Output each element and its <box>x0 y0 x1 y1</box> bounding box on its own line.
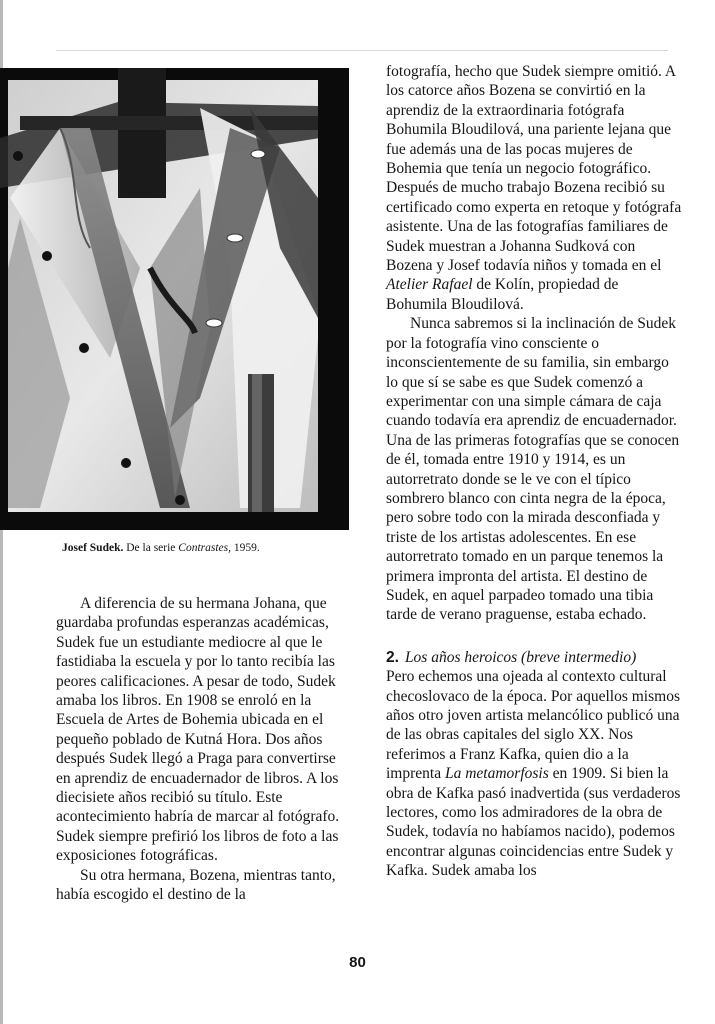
page-number: 80 <box>349 954 366 971</box>
right-column <box>386 62 682 881</box>
paragraph <box>386 667 682 880</box>
section-heading <box>386 648 682 667</box>
paragraph <box>386 62 682 314</box>
caption-author: Josef Sudek. <box>62 542 124 554</box>
paragraph: Su otra hermana, Bozena, mientras tanto, había escogido el destino de la <box>56 866 336 904</box>
header-rule <box>56 50 668 51</box>
left-column <box>56 594 348 905</box>
photo-caption <box>62 540 352 556</box>
paragraph-text: fotografía, hecho que Sudek siempre omitió. A los catorce años Bozena se convirtió en la aprendiz de la extraordinaria fotógrafa Bohumila Bloudilová, una pariente lejana que fue además una de las pocas mujeres de Bohemia que tenía un negocio fotográfico. Después de mucho trabajo Bozena recibió su certificado como experta en retoque y fotógrafa asistente. Una de las fotografías familiares de Sudek muestran a Johanna Sudková con Bozena y Josef todavía niños y tomada en el <box>386 63 682 275</box>
caption-text: De la serie <box>123 542 179 554</box>
caption-year: 1959. <box>231 542 260 554</box>
photograph-artwork <box>0 68 349 530</box>
photograph <box>0 68 349 530</box>
paragraph: Nunca sabremos si la inclinación de Sudek por la fotografía vino consciente o inconscientemente de su familia, sin embargo lo que sí se sabe es que Sudek comenzó a experimentar con una simple cámara de caja cuando todavía era aprendiz de encuadernador. Una de las primeras fotografías que se conocen de él, tomada entre 1910 y 1914, es un autorretrato donde se le ve con el típico sombrero blanco con cinta negra de la época, pero sobre todo con la mirada desconfiada y triste de los artistas adolescentes. En ese autorretrato tomado en un parque tenemos la primera impronta del artista. El destino de Sudek, en aquel parpadeo tomado una tibia tarde de verano praguense, estaba echado. <box>386 315 680 624</box>
section-title: Los años heroicos (breve intermedio) <box>404 648 637 666</box>
italic-text: La metamorfosis <box>444 765 549 783</box>
paragraph-text: Pero echemos una ojeada al contexto cultural checoslovaco de la época. Por aquellos mismos años otro joven artista melancólico publicó una de las obras capitales del siglo XX. Nos referimos a Franz Kafka, quien dio a la imprenta <box>386 668 680 783</box>
paragraph-text: de Kolín, propiedad de Bohumila Bloudilová. <box>386 276 619 313</box>
paragraph: A diferencia de su hermana Johana, que guardaba profundas esperanzas académicas, Sudek fue un estudiante mediocre al que le fastidiaba la escuela y por lo tanto recibía las peores calificaciones. A pesar de todo, Sudek amaba los libros. En 1908 se enroló en la Escuela de Artes de Bohemia ubicada en el pequeño poblado de Kutná Hora. Dos años después Sudek llegó a Praga para convertirse en aprendiz de encuadernador de libros. A los diecisiete años recibió su título. Este acontecimiento habría de marcar al fotógrafo. Sudek siempre prefirió los libros de foto a las exposiciones fotográficas. <box>56 595 340 865</box>
paragraph-text: en 1909. Si bien la obra de Kafka pasó inadvertida (sus verdaderos lectores, como los admiradores de la obra de Sudek, todavía no habíamos nacido), podemos encontrar algunas coincidencias entre Sudek y Kafka. Sudek amaba los <box>386 765 681 880</box>
italic-text: Atelier Rafael <box>386 276 473 294</box>
caption-series: Contrastes, <box>178 542 231 554</box>
section-number: 2. <box>386 648 399 666</box>
